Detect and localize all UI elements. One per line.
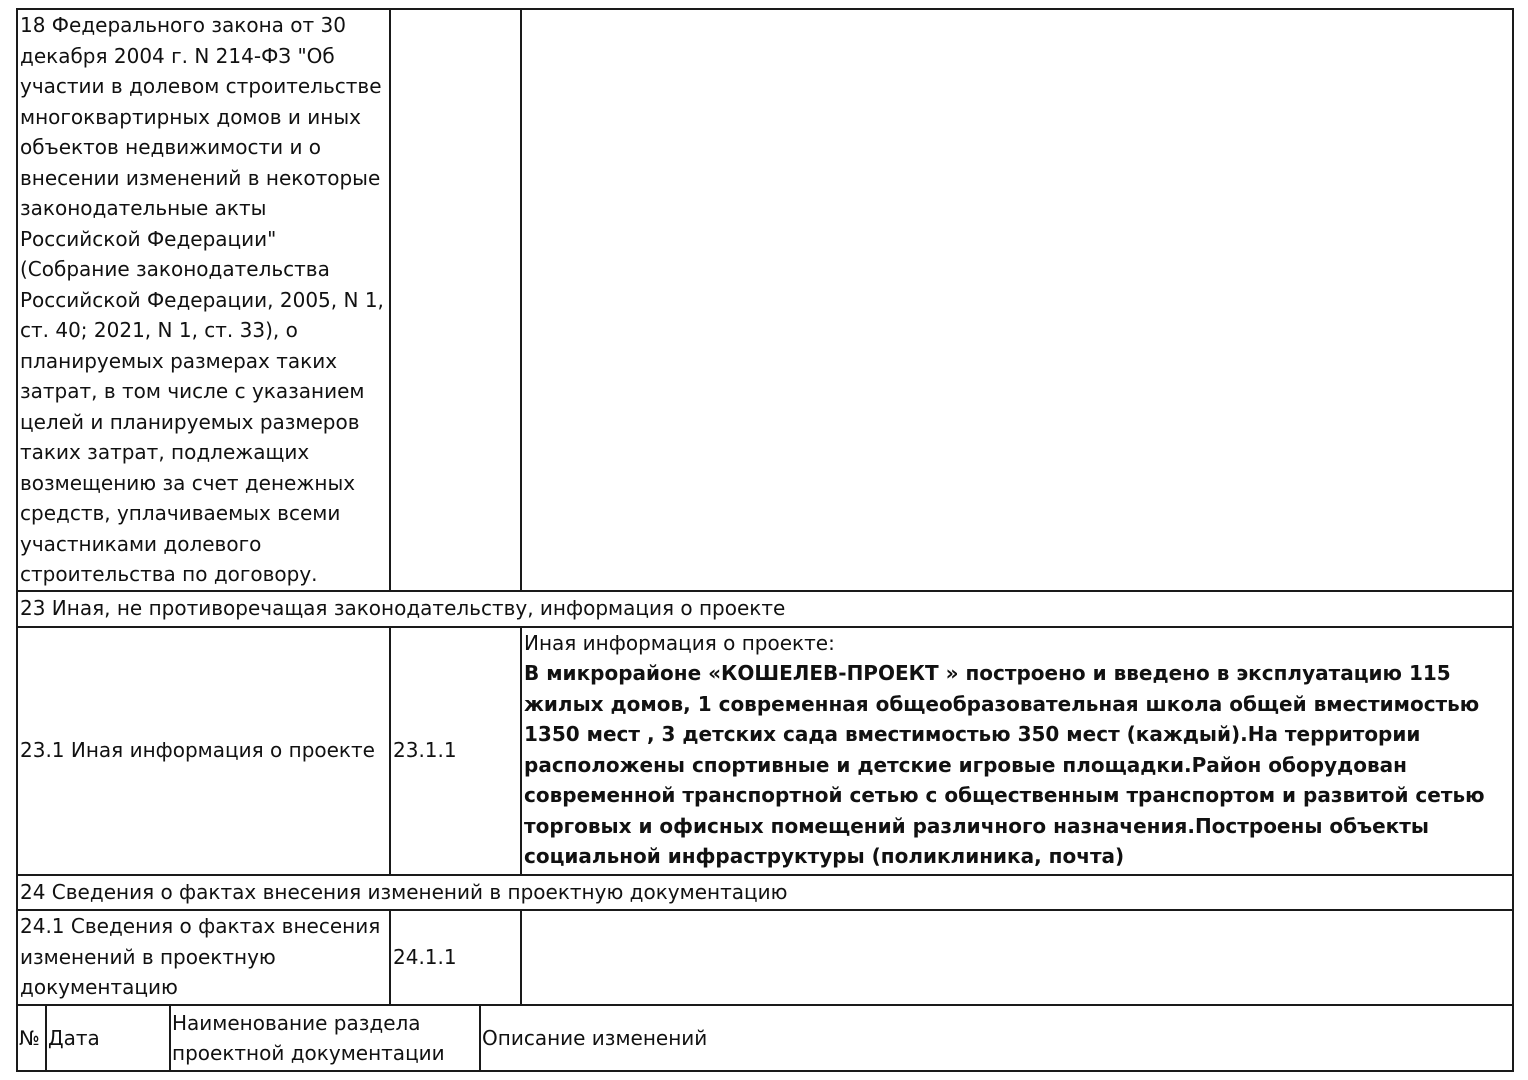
changes-table xyxy=(16,1004,1514,1072)
section-24-1-code: 24.1.1 xyxy=(390,910,521,1005)
section-23-header: 23 Иная, не противоречащая законодательству, информация о проекте xyxy=(17,591,1513,627)
section-23-1-code: 23.1.1 xyxy=(390,627,521,875)
section-24-1-row xyxy=(17,910,1513,1005)
other-info-text: В микрорайоне «КОШЕЛЕВ-ПРОЕКТ » построено и введено в эксплуатацию 115 жилых домов, 1 современная общеобразовательная школа общей вместимостью 1350 мест , 3 детских сада вместимостью 350 мест (каждый).На территории расположены спортивные и детские игровые площадки.Район оборудован современной транспортной сетью с общественным транспортом и развитой сетью торговых и офисных помещений различного назначения.Построены объекты социальной инфраструктуры (поликлиника, почта) xyxy=(524,661,1485,868)
section-23-1-value xyxy=(521,627,1513,875)
changes-header-date: Дата xyxy=(46,1005,170,1071)
section-24-1-value xyxy=(521,910,1513,1005)
document-sheet xyxy=(16,8,1514,1072)
section-23-1-row xyxy=(17,627,1513,875)
section-24-1-label: 24.1 Сведения о фактах внесения изменений в проектную документацию xyxy=(17,910,390,1005)
changes-header-description: Описание изменений xyxy=(480,1005,1513,1071)
section-24-header-row xyxy=(17,875,1513,910)
continued-row-code xyxy=(390,9,521,591)
changes-table-header-row xyxy=(17,1005,1513,1071)
changes-header-section: Наименование раздела проектной документации xyxy=(170,1005,480,1071)
declaration-table xyxy=(16,8,1514,1006)
continued-row-value xyxy=(521,9,1513,591)
other-info-title: Иная информация о проекте: xyxy=(524,630,835,655)
section-23-1-label: 23.1 Иная информация о проекте xyxy=(17,627,390,875)
section-24-header: 24 Сведения о фактах внесения изменений в проектную документацию xyxy=(17,875,1513,910)
section-23-header-row xyxy=(17,591,1513,627)
continued-row xyxy=(17,9,1513,591)
changes-header-num: № xyxy=(17,1005,46,1071)
continued-row-label: 18 Федерального закона от 30 декабря 2004 г. N 214-ФЗ "Об участии в долевом строительстве многоквартирных домов и иных объектов недвижимости и о внесении изменений в некоторые законодательные акты Российской Федерации" (Собрание законодательства Российской Федерации, 2005, N 1, ст. 40; 2021, N 1, ст. 33), о планируемых размерах таких затрат, в том числе с указанием целей и планируемых размеров таких затрат, подлежащих возмещению за счет денежных средств, уплачиваемых всеми участниками долевого строительства по договору. xyxy=(17,9,390,591)
